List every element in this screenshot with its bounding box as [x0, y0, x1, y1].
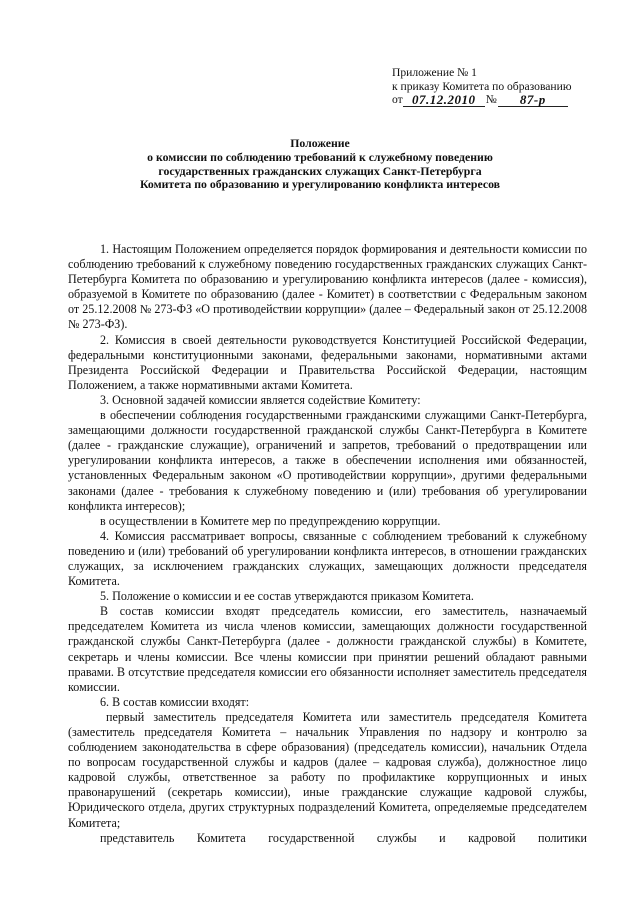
document-body	[68, 242, 587, 846]
appendix-order-reference: к приказу Комитета по образованию	[392, 79, 572, 93]
paragraph-2: 2. Комиссия в своей деятельности руководствуется Конституцией Российской Федерации, федеральными конституционными законами, федеральными законами, нормативными актами Президента Российской Федерации и Правительства Российской Федерации, настоящим Положением, а также нормативными актами Комитета.	[68, 332, 587, 392]
number-sign: №	[485, 93, 497, 106]
order-date: 07.12.2010	[403, 94, 485, 107]
appendix-block	[392, 66, 632, 107]
title-line-2: о комиссии по соблюдению требований к служебному поведению	[147, 149, 493, 164]
paragraph-6-item-2: представитель Комитета государственной службы и кадровой политики	[100, 830, 587, 845]
from-label: от	[392, 93, 403, 106]
order-number: 87-р	[498, 94, 568, 107]
paragraph-6-item-1: первый заместитель председателя Комитета или заместитель председателя Комитета (заместитель председателя Комитета – начальник Управления по надзору и контролю за соблюдением законодательства в сфере образования) (председатель комиссии), начальник Отдела по вопросам государственной службы и кадров (далее – кадровая служба), должностное лицо кадровой службы, ответственное за работу по профилактике коррупционных и иных правонарушений (секретарь комиссии), иные гражданские служащие кадровой службы, Юридического отдела, других структурных подразделений Комитета, определяемые председателем Комитета;	[68, 709, 587, 830]
paragraph-5: 5. Положение о комиссии и ее состав утверждаются приказом Комитета.	[100, 589, 474, 604]
paragraph-6: 6. В состав комиссии входят:	[100, 694, 250, 709]
title-line-3: государственных гражданских служащих Санкт-Петербурга	[158, 163, 482, 178]
title-line-4: Комитета по образованию и урегулированию конфликта интересов	[139, 177, 501, 192]
appendix-date-number-line	[392, 93, 632, 107]
paragraph-3-item-2: в осуществлении в Комитете мер по предупреждению коррупции.	[100, 513, 441, 528]
appendix-number: Приложение № 1	[392, 66, 477, 79]
paragraph-3-item-1: в обеспечении соблюдения государственными гражданскими служащими Санкт-Петербурга, замещающими должности государственной гражданской службы Санкт-Петербурга в Комитете (далее - гражданские служащие), ограничений и запретов, требований о предотвращении или урегулировании конфликта интересов, а также в обеспечении исполнения ими обязанностей, установленных Федеральным законом «О противодействии коррупции», другими федеральными законами (далее - требования к служебному поведению и (или) требования об урегулировании конфликта интересов);	[68, 408, 587, 513]
paragraph-5-composition: В состав комиссии входят председатель комиссии, его заместитель, назначаемый председателем Комитета из числа членов комиссии, замещающих должности государственной гражданской службы Санкт-Петербурга (далее - должности гражданской службы) в Комитете, секретарь и члены комиссии. Все члены комиссии при принятии решений обладают равными правами. В отсутствие председателя комиссии его обязанности исполняет заместитель председателя комиссии.	[68, 604, 587, 694]
title-line-1: Положение	[290, 136, 350, 150]
paragraph-4: 4. Комиссия рассматривает вопросы, связанные с соблюдением требований к служебному поведению и (или) требований об урегулировании конфликта интересов, в отношении гражданских служащих, за исключением гражданских служащих, замещающих должности председателя Комитета.	[68, 528, 587, 589]
document-title	[60, 137, 580, 192]
paragraph-1: 1. Настоящим Положением определяется порядок формирования и деятельности комиссии по соблюдению требований к служебному поведению государственных гражданских служащих Санкт-Петербурга Комитета по образованию и урегулированию конфликта интересов (далее - комиссия), образуемой в Комитете по образованию (далее - Комитет) в соответствии с Федеральным законом от 25.12.2008 № 273-ФЗ «О противодействии коррупции» (далее – Федеральный закон от 25.12.2008 № 273-ФЗ).	[68, 242, 587, 332]
paragraph-3: 3. Основной задачей комиссии является содействие Комитету:	[100, 392, 421, 407]
